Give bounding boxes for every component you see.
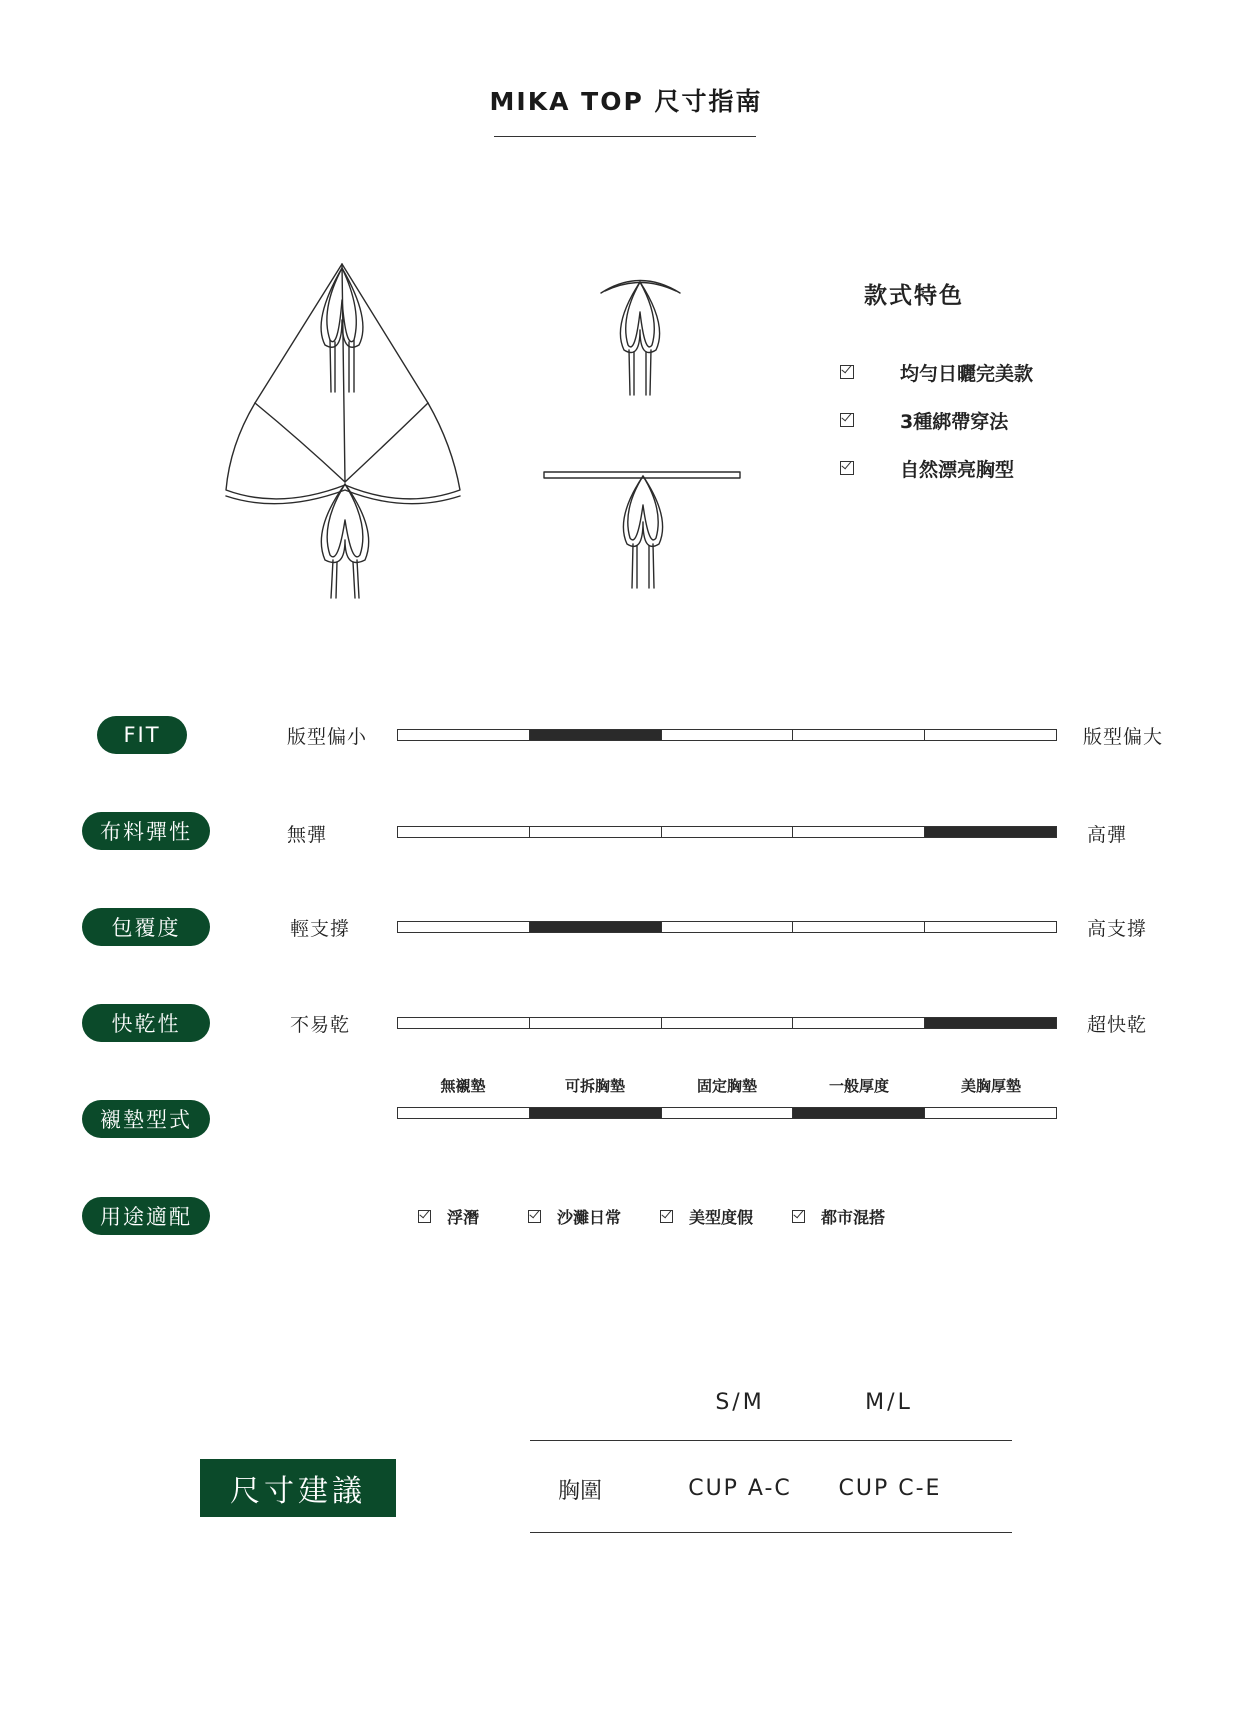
table-divider (530, 1532, 1012, 1533)
attribute-pill-coverage: 包覆度 (82, 908, 210, 946)
usage-item (418, 1205, 479, 1227)
usage-label: 美型度假 (689, 1207, 754, 1227)
feature-item (840, 358, 1033, 386)
checkbox-checked-icon (840, 413, 854, 427)
size-suggestion-label: 尺寸建議 (200, 1459, 396, 1517)
scale-segment (793, 1018, 925, 1028)
halter-tie (601, 281, 680, 396)
scale-segment (662, 922, 794, 932)
scale-segment (925, 922, 1056, 932)
scale-segment (530, 922, 662, 932)
usage-item (792, 1205, 885, 1227)
features-title: 款式特色 (864, 283, 964, 309)
attribute-scale-bar (397, 729, 1057, 741)
attribute-left-label: 不易乾 (290, 1014, 351, 1036)
padding-option-label: 無襯墊 (440, 1077, 486, 1095)
attribute-pill-fit: FIT (97, 716, 187, 754)
padding-segment (925, 1108, 1056, 1118)
attribute-right-label: 版型偏大 (1083, 726, 1164, 748)
attribute-right-label: 超快乾 (1087, 1014, 1148, 1036)
checkbox-checked-icon (528, 1210, 541, 1223)
usage-item (660, 1205, 753, 1227)
size-column-header: S/M (715, 1390, 765, 1415)
scale-segment (530, 730, 662, 740)
scale-segment (662, 730, 794, 740)
scale-segment (398, 730, 530, 740)
scale-segment (662, 1018, 794, 1028)
scale-segment (793, 730, 925, 740)
padding-segment (793, 1108, 925, 1118)
scale-segment (398, 922, 530, 932)
padding-scale-bar (397, 1107, 1057, 1119)
table-divider (530, 1440, 1012, 1441)
scale-segment (662, 827, 794, 837)
usage-item (528, 1205, 621, 1227)
padding-segment (530, 1108, 662, 1118)
scale-segment (530, 1018, 662, 1028)
usage-label: 沙灘日常 (557, 1207, 622, 1227)
attribute-pill-quick-dry: 快乾性 (82, 1004, 210, 1042)
scale-segment (793, 922, 925, 932)
size-value-cell: CUP A-C (688, 1476, 792, 1501)
scale-segment (925, 730, 1056, 740)
feature-label: 3種綁帶穿法 (900, 410, 1009, 433)
usage-label: 浮潛 (447, 1207, 480, 1227)
checkbox-checked-icon (660, 1210, 673, 1223)
feature-item (840, 454, 1014, 482)
checkbox-checked-icon (418, 1210, 431, 1223)
attribute-scale-bar (397, 1017, 1057, 1029)
feature-label: 均勻日曬完美款 (900, 362, 1034, 385)
padding-segment (662, 1108, 794, 1118)
padding-option-label: 固定胸墊 (696, 1077, 757, 1095)
attribute-left-label: 輕支撐 (290, 918, 351, 940)
attribute-pill-elasticity: 布料彈性 (82, 812, 210, 850)
feature-item (840, 406, 1008, 434)
row-label-bust: 胸圍 (558, 1479, 603, 1504)
straight-tie (544, 472, 740, 588)
padding-option-label: 一般厚度 (828, 1077, 889, 1095)
attribute-right-label: 高支撐 (1087, 918, 1148, 940)
attribute-scale-bar (397, 921, 1057, 933)
size-value-cell: CUP C-E (838, 1476, 942, 1501)
scale-segment (925, 1018, 1056, 1028)
scale-segment (530, 827, 662, 837)
scale-segment (793, 827, 925, 837)
attribute-right-label: 高彈 (1087, 824, 1128, 846)
padding-option-label: 美胸厚墊 (960, 1077, 1021, 1095)
attribute-left-label: 版型偏小 (287, 726, 368, 748)
usage-label: 都市混搭 (821, 1207, 886, 1227)
padding-segment (398, 1108, 530, 1118)
checkbox-checked-icon (840, 461, 854, 475)
scale-segment (398, 827, 530, 837)
attribute-scale-bar (397, 826, 1057, 838)
attribute-pill-usage: 用途適配 (82, 1197, 210, 1235)
scale-segment (398, 1018, 530, 1028)
padding-option-label: 可拆胸墊 (564, 1077, 625, 1095)
scale-segment (925, 827, 1056, 837)
checkbox-checked-icon (792, 1210, 805, 1223)
attribute-left-label: 無彈 (287, 824, 328, 846)
attribute-pill-padding: 襯墊型式 (82, 1100, 210, 1138)
size-column-header: M/L (865, 1390, 913, 1415)
checkbox-checked-icon (840, 365, 854, 379)
feature-label: 自然漂亮胸型 (900, 458, 1015, 481)
page-title: MIKA TOP 尺寸指南 (489, 87, 763, 116)
